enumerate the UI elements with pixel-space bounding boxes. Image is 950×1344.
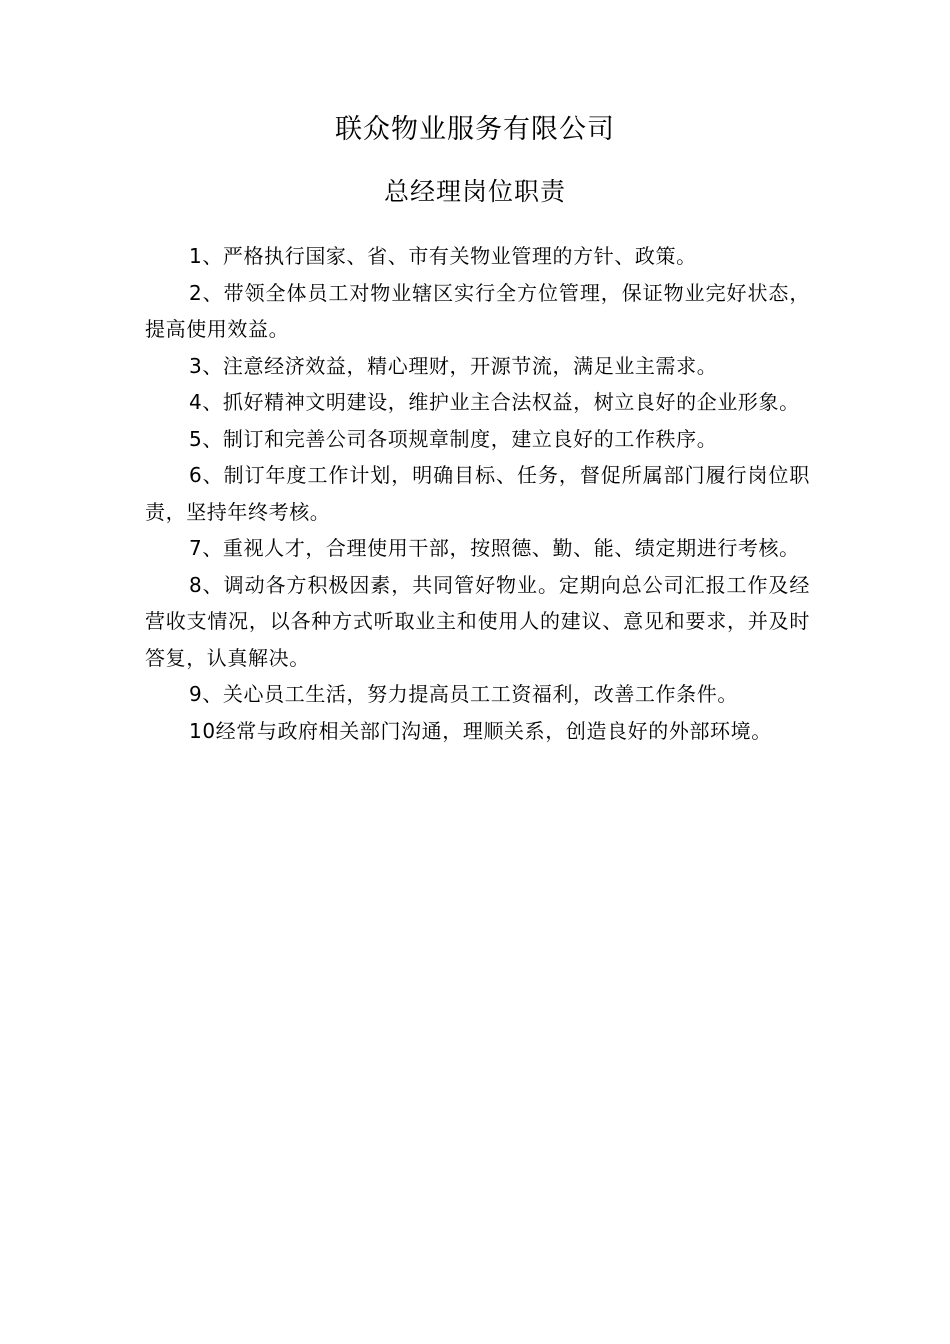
- document-title: 总经理岗位职责: [383, 177, 566, 206]
- duty-list: [145, 238, 810, 749]
- company-name: 联众物业服务有限公司: [335, 114, 615, 145]
- duty-item-10: 10经常与政府相关部门沟通，理顺关系，创造良好的外部环境。: [189, 718, 772, 743]
- duty-item-8: 8、调动各方积极因素，共同管好物业。定期向总公司汇报工作及经营收支情况，以各种方式听取业主和使用人的建议、意见和要求，并及时答复，认真解决。: [145, 572, 810, 670]
- duty-item-1: 1、严格执行国家、省、市有关物业管理的方针、政策。: [189, 244, 697, 268]
- duty-item-5: 5、制订和完善公司各项规章制度，建立良好的工作秩序。: [189, 426, 718, 451]
- duty-item-9: 9、关心员工生活，努力提高员工工资福利，改善工作条件。: [189, 682, 738, 706]
- duty-item-6: 6、制订年度工作计划，明确目标、任务，督促所属部门履行岗位职责，坚持年终考核。: [145, 463, 810, 524]
- duty-item-3: 3、注意经济效益，精心理财，开源节流，满足业主需求。: [189, 353, 718, 378]
- duty-item-2: 2、带领全体员工对物业辖区实行全方位管理，保证物业完好状态，提高使用效益。: [145, 280, 810, 341]
- duty-item-7: 7、重视人才，合理使用干部，按照德、勤、能、绩定期进行考核。: [189, 536, 800, 560]
- duty-item-4: 4、抓好精神文明建设，维护业主合法权益，树立良好的企业形象。: [189, 390, 800, 414]
